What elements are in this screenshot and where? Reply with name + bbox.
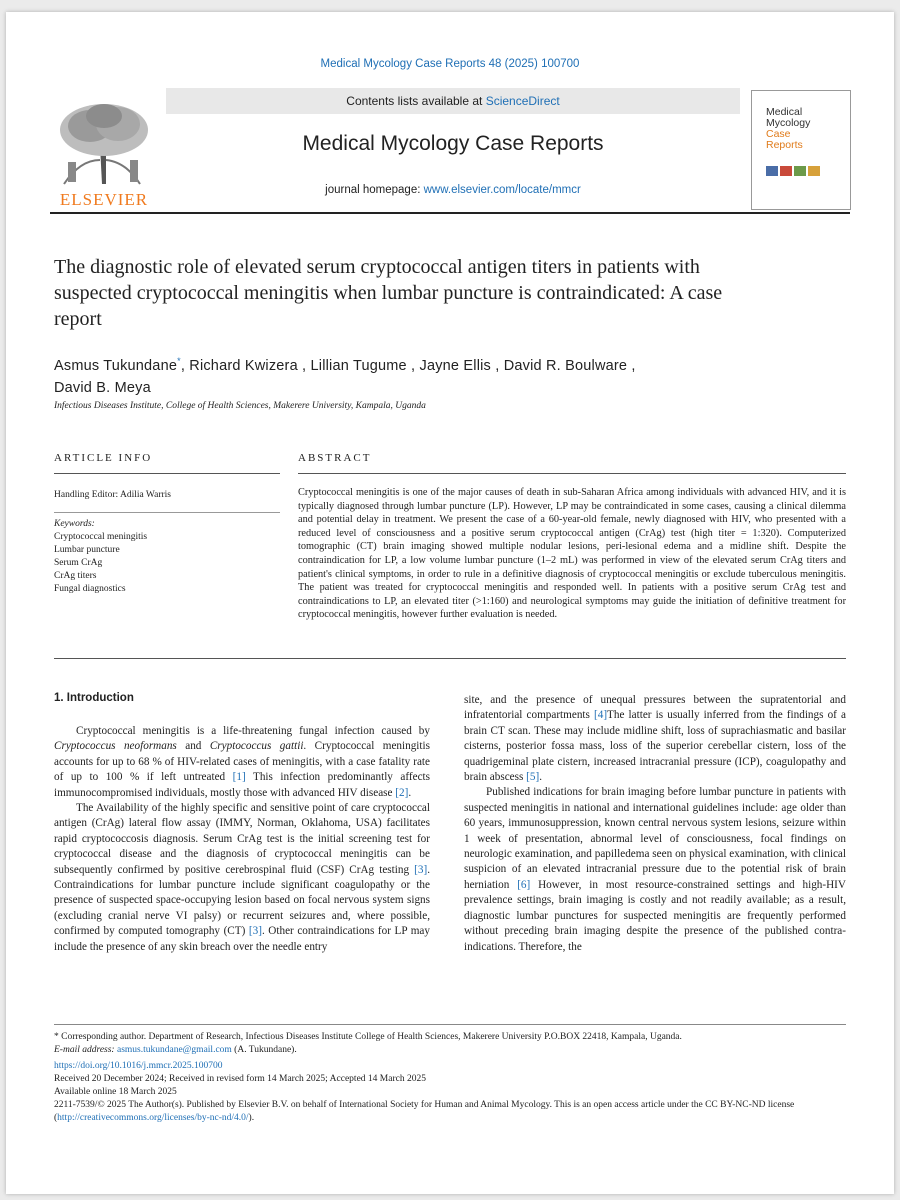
divider [298,473,846,474]
divider [54,473,280,474]
journal-cover-thumbnail [751,90,851,210]
keywords-block [54,518,147,596]
publisher-wordmark: ELSEVIER [59,190,149,209]
reference-link[interactable]: [3] [414,863,428,876]
reference-link[interactable]: [1] [232,771,246,784]
text-run: . Cryptococcal meningitis accounts for up to 68 % of HIV-related cases of meningitis, with a case fatality rate of up to 100 % if left untreated [54,740,430,784]
license-notice [54,1099,846,1125]
doi-link[interactable]: https://doi.org/10.1016/j.mmcr.2025.100700 [54,1061,223,1071]
email-link[interactable]: asmus.tukundane@gmail.com [116,1045,232,1055]
footnote-line [54,1031,846,1044]
cover-image-strip [766,163,832,173]
article-page [6,12,894,1194]
text-run: and [176,740,210,753]
email-suffix: (A. Tukundane). [231,1045,297,1055]
license-text: 2211-7539/© 2025 The Author(s). Published by Elsevier B.V. on behalf of International Society for Human and Animal Mycology. This is an open access article under the CC BY-NC-ND license ( [54,1100,795,1123]
paragraph [54,801,430,955]
keywords-label: Keywords: [54,519,95,529]
text-run: . Contraindications for lumbar puncture include significant coagulopathy or the presence of suspected space-occupying lesion based on focal nervous system signs (excluding cranial nerve VI palsy) or recurrent seizures and, where possible, confirmed by computed tomography (CT) [54,863,430,938]
email-line [54,1044,846,1057]
reference-link[interactable]: [4] [594,709,608,722]
tree-icon [50,100,158,186]
sciencedirect-link[interactable]: ScienceDirect [485,94,560,108]
journal-citation-link[interactable]: Medical Mycology Case Reports 48 (2025) 100700 [320,58,580,70]
available-online: Available online 18 March 2025 [54,1087,177,1097]
text-run: Cryptococcal meningitis is a life-threatening fungal infection caused by [76,725,430,737]
reference-link[interactable]: [2] [395,786,409,799]
text-run: . [539,771,542,784]
cover-line: Mycology [766,117,811,129]
reference-link[interactable]: [6] [517,878,531,891]
author-name[interactable]: Asmus Tukundane [54,357,178,374]
elsevier-logo [50,100,158,210]
text-run: . [408,786,412,799]
reference-link[interactable]: [3] [248,925,262,938]
divider [54,658,846,659]
abstract-heading: ABSTRACT [298,452,372,464]
contents-prefix: Contents lists available at [346,94,486,108]
received-dates: Received 20 December 2024; Received in revised form 14 March 2025; Accepted 14 March 2025 [54,1074,426,1084]
footnote-mark: * [54,1032,59,1042]
species-name: Cryptococcus gattii [209,740,304,753]
paragraph [54,724,430,801]
author-name[interactable]: David B. Meya [54,379,151,396]
text-run: The Availability of the highly specific and sensitive point of care cryptococcal antigen (CrAg) lateral flow assay (IMMY, Norman, Oklahoma, USA) facilitates rapid cryptococcosis diagnosis. Serum CrAg test is the initial screening test for cryptococcal disease and the diagnosis of cryptococcal meningitis can be subsequently confirmed by positive cerebrospinal fluid (CSF) CrAg testing [54,802,430,876]
text-run: . Other contraindications for LP may include the presence of any skin breach over the needle entry [54,925,430,953]
cover-line: Case [766,128,791,140]
species-name: Cryptococcus neoformans [54,740,177,753]
paragraph [464,785,846,954]
journal-header [166,88,740,208]
reference-link[interactable]: [5] [526,771,540,784]
text-run: Published indications for brain imaging before lumbar puncture in patients with suspected meningitis in national and international guidelines include: age older than 60 years, immunosuppression, known central nervous system lesions, seizure within 1 week of presentation, abnormal level of consciousness, focal findings on neurologic examination, and papilledema seen on physical examination, with clinical suspicion of an elevated intracranial pressure due to the potential risk of brain herniation [464,786,846,891]
cover-title [766,107,810,151]
footnote-text: Corresponding author. Department of Research, Infectious Diseases Institute College of Health Sciences, Makerere University P.O.BOX 22418, Kampala, Uganda. [58,1032,682,1042]
text-run: site, and the presence of unequal pressures between the supratentorial and infratentorial compartments [464,694,846,722]
author-list [54,350,754,399]
text-run: This infection predominantly affects immunocompromised individuals, mostly those with advanced HIV disease [54,771,430,799]
handling-editor: Handling Editor: Adilia Warris [54,490,172,500]
divider [54,512,280,513]
cover-line: Medical [766,106,803,118]
keyword: Fungal diagnostics [54,584,126,594]
journal-homepage [166,184,740,196]
author-names: , Richard Kwizera , Lillian Tugume , Jayne Ellis , David R. Boulware , [180,357,636,374]
keyword: Lumbar puncture [54,545,120,555]
article-title: The diagnostic role of elevated serum cryptococcal antigen titers in patients with suspected cryptococcal meningitis when lumbar puncture is contraindicated: A case report [54,256,723,330]
corresponding-author-mark[interactable]: * [177,356,181,366]
journal-title: Medical Mycology Case Reports [302,132,604,155]
header-divider [50,212,850,214]
section-heading-introduction: 1. Introduction [54,692,134,704]
article-metadata [54,1060,846,1125]
cover-line: Reports [766,139,803,151]
corresponding-author-footnote [54,1031,846,1057]
text-run: The latter is usually inferred from the findings of a brain CT scan. These may include midline shift, loss of suprachiasmatic and basilar cisterns, posterior fossa mass, loss of the superior cerebellar cistern, loss of the quadrigeminal plate cistern, increased intracranial pressure (ICP), coagulopathy and brain abscess [464,709,846,784]
footnote-divider [54,1024,846,1025]
license-text: ). [248,1113,255,1123]
license-link[interactable]: http://creativecommons.org/licenses/by-nc-nd/4.0/ [57,1113,249,1123]
body-column-left [54,724,430,955]
keyword: CrAg titers [54,571,97,581]
text-run: However, in most resource-constrained settings and high-HIV prevalence settings, brain imaging is costly and not readily available; as a result, diagnostic lumbar punctures for suspected meningitis are frequently performed without preceding brain imaging despite the presence of the published contra-indications. Therefore, the [464,878,846,953]
abstract-text: Cryptococcal meningitis is one of the major causes of death in sub-Saharan Africa among individuals with advanced HIV, and it is typically diagnosed through lumbar puncture (LP). However, LP may be contraindicated in some cases, causing a clinical dilemma and potential delay in treatment. We present the case of a 60-year-old female, newly diagnosed with HIV, who presented with a reduced level of consciousness and a positive serum cryptococcal antigen (CrAg) test (high titer = 1:320). Computerized tomographic (CT) brain imaging showed multiple nodular lesions, peri-lesional edema and a midline shift. Despite the contraindication for LP, a low volume lumbar puncture (1–2 mL) was performed in view of the elevated serum CrAg titers and patient's clinical symptoms, in order to rule in a definitive diagnosis of cryptococcal meningitis or exclude tuberculous meningitis. The patient was treated for cryptococcal meningitis and responded well. In patients with a positive serum CrAg test and contraindications to LP, an elevated titer (>1:160) and neurological symptoms may guide the initiation of definitive treatment for cryptococcal meningitis, however further evaluation is needed. [298,487,846,621]
body-column-right [464,693,846,955]
homepage-link[interactable]: www.elsevier.com/locate/mmcr [423,184,581,196]
keyword: Cryptococcal meningitis [54,532,148,542]
paragraph [464,693,846,785]
email-label: E-mail address: [54,1045,115,1055]
homepage-prefix: journal homepage: [325,184,424,196]
affiliation: Infectious Diseases Institute, College of Health Sciences, Makerere University, Kampala, Uganda [54,401,426,411]
article-info-heading: ARTICLE INFO [54,452,153,464]
contents-bar [166,88,740,114]
keyword: Serum CrAg [54,558,103,568]
